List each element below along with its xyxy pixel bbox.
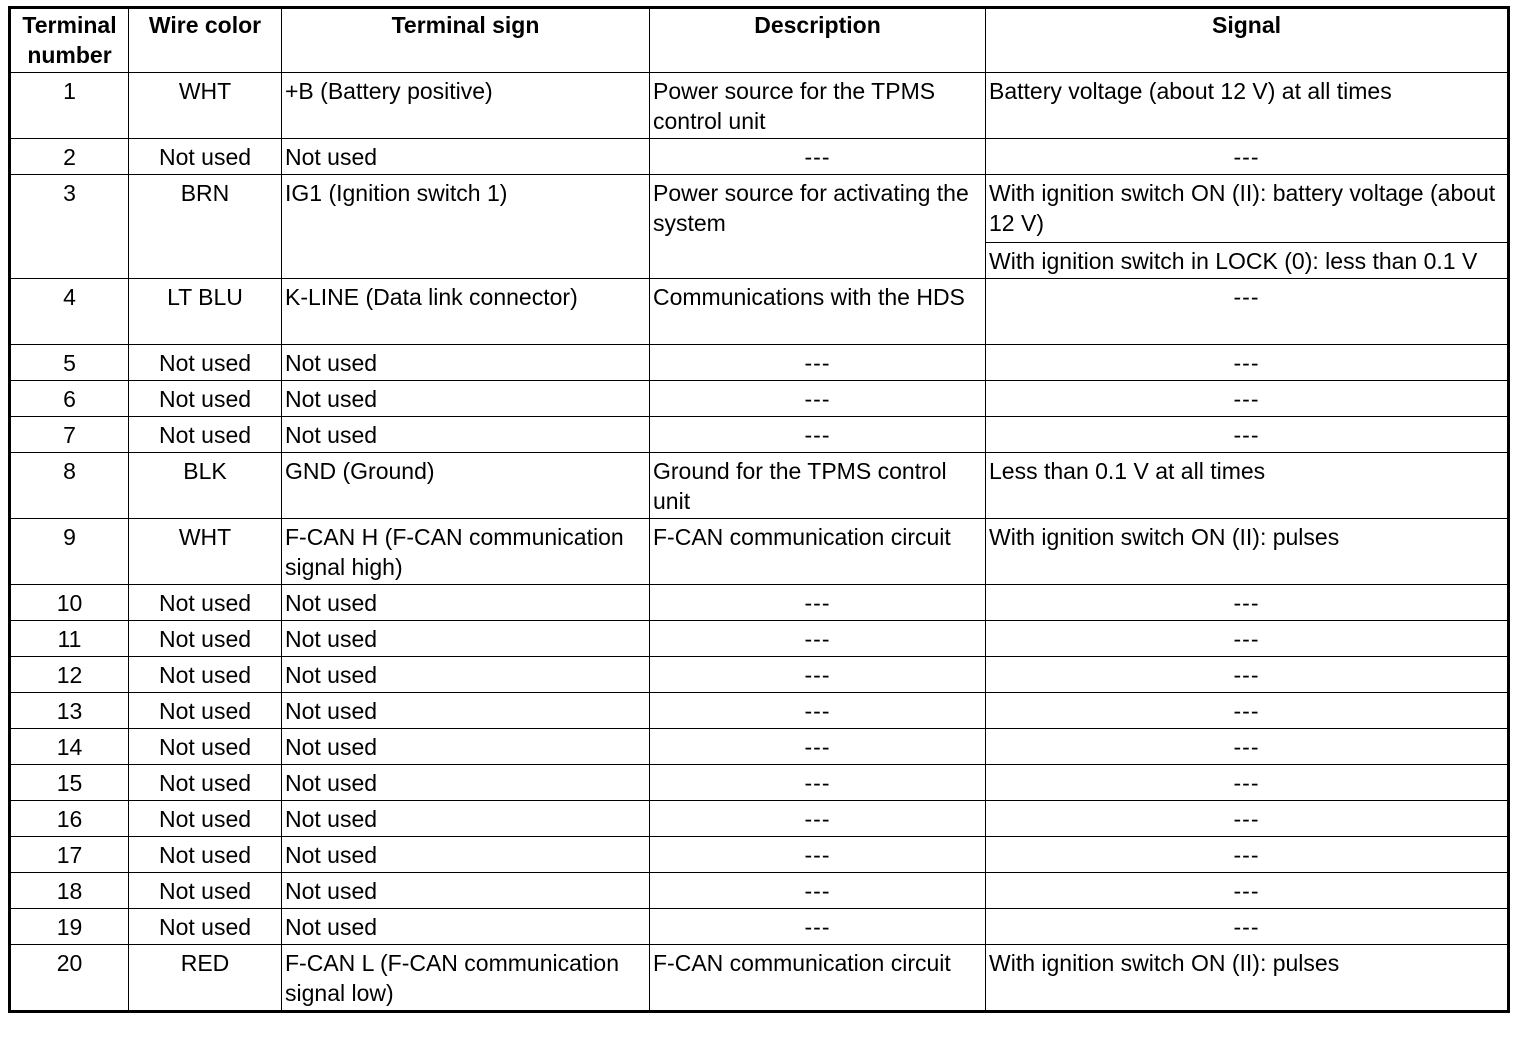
terminal-sign: F-CAN L (F-CAN communication signal low) <box>282 945 650 1012</box>
terminal-sign: K-LINE (Data link connector) <box>282 279 650 345</box>
terminal-sign: Not used <box>282 345 650 381</box>
description: --- <box>650 139 986 175</box>
terminal-sign: Not used <box>282 837 650 873</box>
description: --- <box>650 801 986 837</box>
wire-color: LT BLU <box>129 279 282 345</box>
terminal-sign: IG1 (Ignition switch 1) <box>282 175 650 279</box>
signal: --- <box>986 837 1509 873</box>
table-row <box>10 175 1509 279</box>
header-row <box>10 8 1509 73</box>
terminal-table <box>8 6 1510 1013</box>
description: --- <box>650 621 986 657</box>
signal: With ignition switch ON (II): pulses <box>986 945 1509 1012</box>
description: Ground for the TPMS control unit <box>650 453 986 519</box>
terminal-number: 8 <box>10 453 129 519</box>
signal: With ignition switch ON (II): battery voltage (about 12 V) <box>989 180 1496 236</box>
terminal-number: 2 <box>10 139 129 175</box>
terminal-number: 15 <box>10 765 129 801</box>
wire-color: Not used <box>129 837 282 873</box>
signal: Battery voltage (about 12 V) at all times <box>986 73 1509 139</box>
terminal-sign: Not used <box>282 729 650 765</box>
terminal-number: 5 <box>10 345 129 381</box>
description: --- <box>650 873 986 909</box>
description: --- <box>650 729 986 765</box>
table-row <box>10 417 1509 453</box>
wire-color: WHT <box>129 73 282 139</box>
signal: --- <box>986 693 1509 729</box>
signal: --- <box>986 801 1509 837</box>
terminal-number: 13 <box>10 693 129 729</box>
signal: --- <box>986 345 1509 381</box>
wire-color: WHT <box>129 519 282 585</box>
wire-color: Not used <box>129 873 282 909</box>
table-row <box>10 657 1509 693</box>
table-row <box>10 801 1509 837</box>
wire-color: Not used <box>129 345 282 381</box>
description: Power source for the TPMS control unit <box>650 73 986 139</box>
signal: --- <box>986 657 1509 693</box>
header-wire-color: Wire color <box>129 8 282 73</box>
wire-color: Not used <box>129 381 282 417</box>
wire-color: Not used <box>129 417 282 453</box>
signal: --- <box>986 417 1509 453</box>
signal: --- <box>986 279 1509 345</box>
wire-color: BRN <box>129 175 282 279</box>
description: --- <box>650 909 986 945</box>
terminal-sign: Not used <box>282 621 650 657</box>
description: --- <box>650 837 986 873</box>
terminal-sign: Not used <box>282 657 650 693</box>
wire-color: Not used <box>129 801 282 837</box>
terminal-sign: Not used <box>282 139 650 175</box>
table-row <box>10 765 1509 801</box>
terminal-sign: Not used <box>282 765 650 801</box>
terminal-sign: Not used <box>282 585 650 621</box>
table-row <box>10 729 1509 765</box>
wire-color: Not used <box>129 729 282 765</box>
terminal-number: 16 <box>10 801 129 837</box>
description: --- <box>650 381 986 417</box>
signal: --- <box>986 765 1509 801</box>
description: --- <box>650 417 986 453</box>
wire-color: Not used <box>129 621 282 657</box>
signal: --- <box>986 621 1509 657</box>
terminal-sign: Not used <box>282 693 650 729</box>
signal-secondary: With ignition switch in LOCK (0): less than 0.1 V <box>986 242 1507 276</box>
description: --- <box>650 657 986 693</box>
table-row <box>10 837 1509 873</box>
terminal-number: 7 <box>10 417 129 453</box>
terminal-sign: GND (Ground) <box>282 453 650 519</box>
wire-color: Not used <box>129 585 282 621</box>
table-row <box>10 453 1509 519</box>
table-row <box>10 519 1509 585</box>
terminal-number: 11 <box>10 621 129 657</box>
table-row <box>10 73 1509 139</box>
terminal-number: 20 <box>10 945 129 1012</box>
table-row <box>10 139 1509 175</box>
wire-color: Not used <box>129 657 282 693</box>
description: --- <box>650 765 986 801</box>
terminal-sign: Not used <box>282 909 650 945</box>
terminal-number: 12 <box>10 657 129 693</box>
terminal-sign: Not used <box>282 417 650 453</box>
table-row <box>10 945 1509 1012</box>
signal: --- <box>986 585 1509 621</box>
signal-cell <box>986 175 1509 279</box>
terminal-number: 17 <box>10 837 129 873</box>
terminal-number: 14 <box>10 729 129 765</box>
table-row <box>10 345 1509 381</box>
table-row <box>10 873 1509 909</box>
signal: --- <box>986 729 1509 765</box>
terminal-number: 4 <box>10 279 129 345</box>
wire-color: Not used <box>129 693 282 729</box>
signal: --- <box>986 873 1509 909</box>
header-terminal-number: Terminal number <box>10 8 129 73</box>
table-row <box>10 621 1509 657</box>
terminal-sign: Not used <box>282 801 650 837</box>
terminal-sign: F-CAN H (F-CAN communication signal high) <box>282 519 650 585</box>
terminal-number: 18 <box>10 873 129 909</box>
description: --- <box>650 585 986 621</box>
signal: --- <box>986 909 1509 945</box>
table-row <box>10 279 1509 345</box>
description: F-CAN communication circuit <box>650 945 986 1012</box>
description: --- <box>650 345 986 381</box>
table-row <box>10 381 1509 417</box>
signal: --- <box>986 139 1509 175</box>
table-row <box>10 693 1509 729</box>
description: --- <box>650 693 986 729</box>
signal: With ignition switch ON (II): pulses <box>986 519 1509 585</box>
terminal-sign: Not used <box>282 873 650 909</box>
terminal-number: 6 <box>10 381 129 417</box>
signal: --- <box>986 381 1509 417</box>
wire-color: BLK <box>129 453 282 519</box>
header-description: Description <box>650 8 986 73</box>
description: Communications with the HDS <box>650 279 986 345</box>
terminal-number: 1 <box>10 73 129 139</box>
terminal-sign: +B (Battery positive) <box>282 73 650 139</box>
terminal-sign: Not used <box>282 381 650 417</box>
terminal-number: 9 <box>10 519 129 585</box>
terminal-number: 19 <box>10 909 129 945</box>
signal: Less than 0.1 V at all times <box>986 453 1509 519</box>
description: F-CAN communication circuit <box>650 519 986 585</box>
description: Power source for activating the system <box>650 175 986 279</box>
wire-color: RED <box>129 945 282 1012</box>
wire-color: Not used <box>129 909 282 945</box>
wire-color: Not used <box>129 765 282 801</box>
terminal-number: 3 <box>10 175 129 279</box>
table-row <box>10 585 1509 621</box>
table-row <box>10 909 1509 945</box>
header-terminal-sign: Terminal sign <box>282 8 650 73</box>
wire-color: Not used <box>129 139 282 175</box>
header-signal: Signal <box>986 8 1509 73</box>
terminal-number: 10 <box>10 585 129 621</box>
